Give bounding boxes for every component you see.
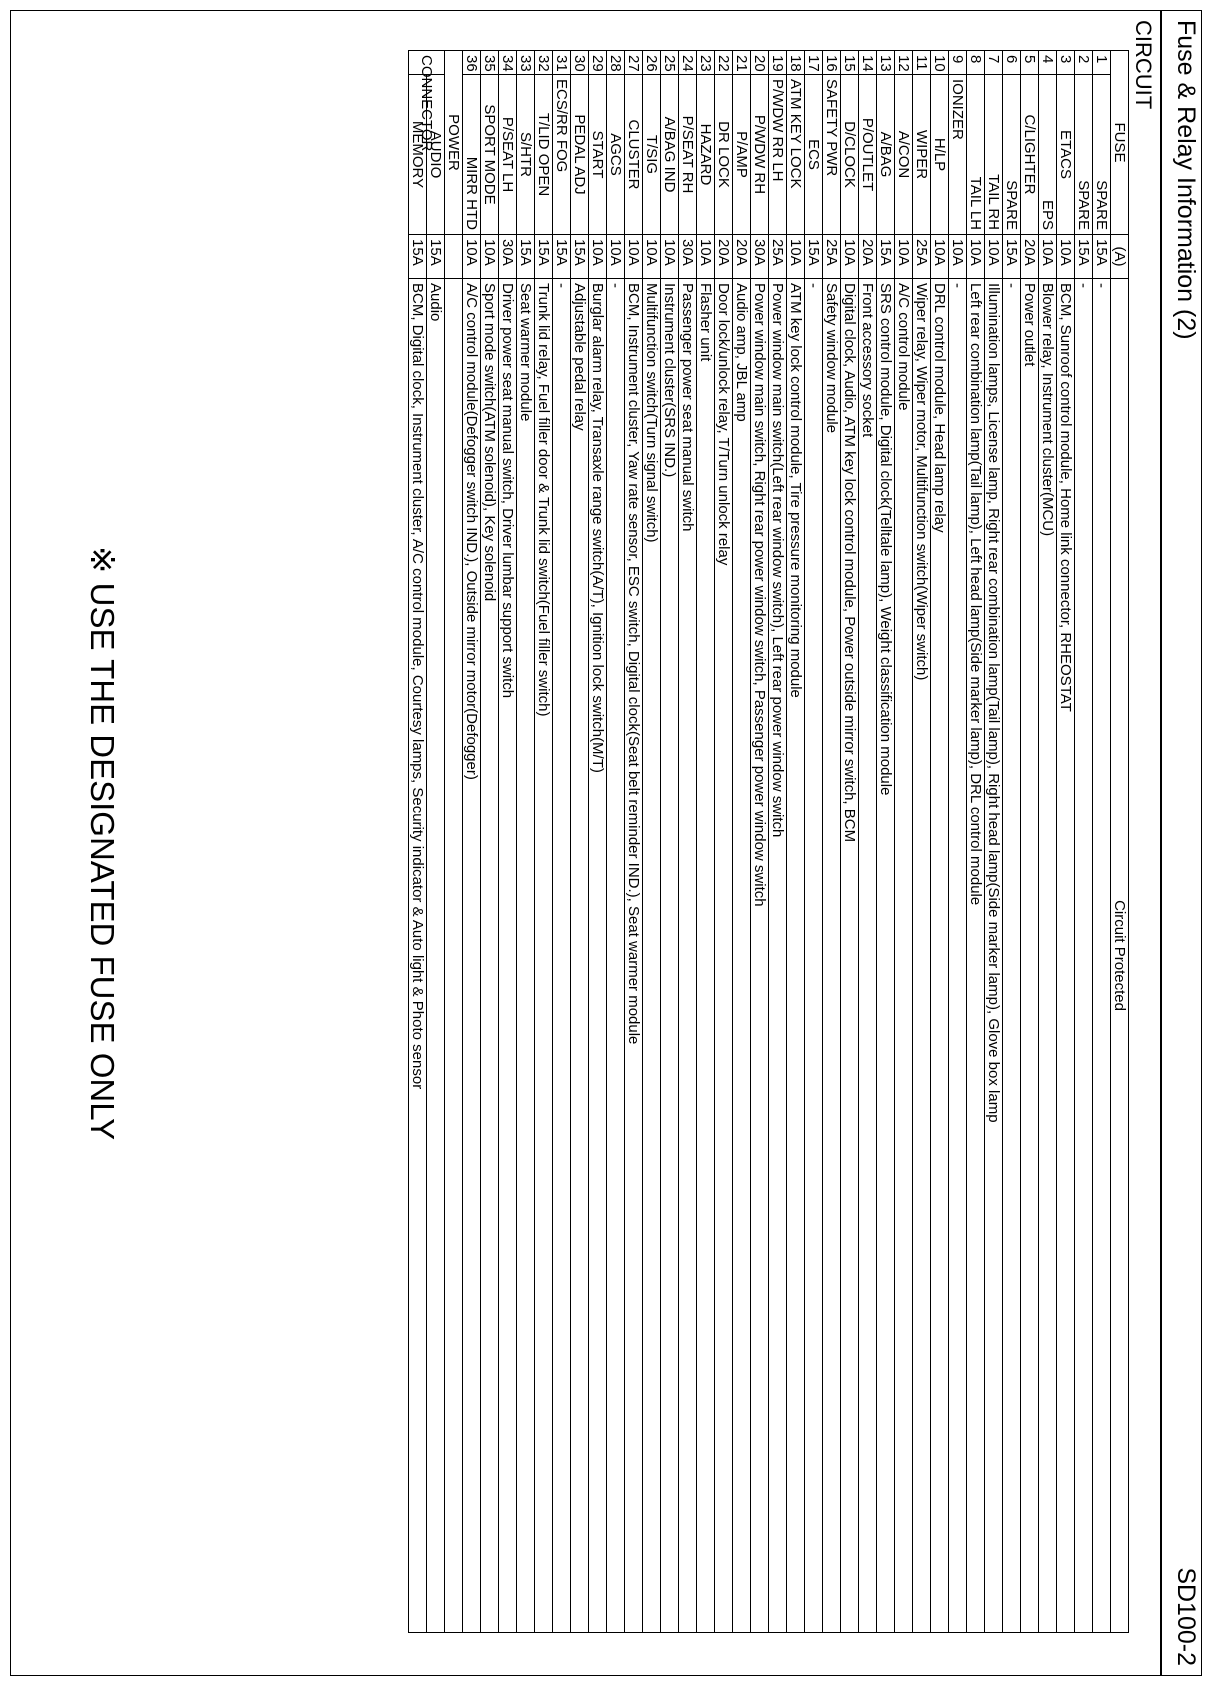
fuse-amperage: 10A [841,235,859,279]
table-row [1003,51,1021,1633]
fuse-number: 8 [967,51,985,75]
fuse-amperage: 25A [823,235,841,279]
circuit-protected: Front accessory socket [859,279,877,1633]
table-header-row [1111,51,1129,1633]
table-row [625,51,643,1633]
circuit-protected: Trunk lid relay, Fuel filler door & Trunk lid switch(Fuel filler switch) [535,279,553,1633]
document-code: SD100-2 [1172,1567,1200,1666]
audio-name: AUDIO [427,75,445,235]
fuse-number: 9 [949,51,967,75]
fuse-number: 7 [985,51,1003,75]
fuse-number: 29 [589,51,607,75]
fuse-amperage: 20A [1021,235,1039,279]
fuse-number: 6 [1003,51,1021,75]
fuse-amperage: 25A [769,235,787,279]
fuse-name: P/SEAT RH [679,75,697,235]
circuit-protected: Power window main switch, Right rear power window switch, Passenger power window switch [751,279,769,1633]
fuse-number: 25 [661,51,679,75]
fuse-name: P/WDW RR LH [769,75,787,235]
fuse-number: 10 [931,51,949,75]
circuit-protected: Instrument cluster(SRS IND.) [661,279,679,1633]
table-row [445,51,463,1633]
fuse-number: 16 [823,51,841,75]
circuit-protected: Wiper relay, Wiper motor, Multifunction switch(Wiper switch) [913,279,931,1633]
circuit-protected: Driver power seat manual switch, Driver lumbar support switch [499,279,517,1633]
fuse-name: MIRR HTD [463,75,481,235]
fuse-name: T/SIG [643,75,661,235]
fuse-amperage: 20A [859,235,877,279]
table-row [859,51,877,1633]
circuit-protected: BCM, Sunroof control module, Home link connector, RHEOSTAT [1057,279,1075,1633]
fuse-name: SPARE [1093,75,1111,235]
circuit-protected: - [1075,279,1093,1633]
fuse-name: A/BAG IND [661,75,679,235]
fuse-number: 13 [877,51,895,75]
fuse-amperage: 30A [499,235,517,279]
fuse-amperage: 15A [571,235,589,279]
connector-label: CONNECTOR [409,51,445,75]
table-row [715,51,733,1633]
fuse-name: START [589,75,607,235]
fuse-number: 28 [607,51,625,75]
fuse-name: S/HTR [517,75,535,235]
fuse-number: 3 [1057,51,1075,75]
fuse-amperage: 15A [805,235,823,279]
table-row [1021,51,1039,1633]
table-row [409,51,427,1633]
fuse-name: IONIZER [949,75,967,235]
table-row [571,51,589,1633]
amps-header: (A) [1111,235,1129,279]
fuse-name: D/CLOCK [841,75,859,235]
table-row [913,51,931,1633]
table-row [787,51,805,1633]
fuse-amperage: 10A [1057,235,1075,279]
circuit-protected: Safety window module [823,279,841,1633]
table-row [949,51,967,1633]
circuit-protected: - [553,279,571,1633]
section-title: CIRCUIT [1131,20,1156,110]
table-row [1093,51,1111,1633]
fuse-amperage: 20A [715,235,733,279]
fuse-number: 36 [463,51,481,75]
circuit-protected: - [607,279,625,1633]
power-connector-section [409,51,463,1633]
fuse-name: A/CON [895,75,913,235]
fuse-name: TAIL RH [985,75,1003,235]
fuse-amperage: 20A [733,235,751,279]
table-row [1039,51,1057,1633]
fuse-number: 26 [643,51,661,75]
fuse-amperage: 10A [931,235,949,279]
circuit-protected: Digital clock, Audio, ATM key lock control module, Power outside mirror switch, BCM [841,279,859,1633]
circuit-protected: BCM, Instrument cluster, Yaw rate sensor, ESC switch, Digital clock(Seat belt reminder IND.), Seat warmer module [625,279,643,1633]
fuse-number: 31 [553,51,571,75]
fuse-number: 1 [1093,51,1111,75]
fuse-number: 24 [679,51,697,75]
fuse-amperage: 10A [949,235,967,279]
table-row [427,51,445,1633]
fuse-amperage: 30A [751,235,769,279]
fuse-number: 34 [499,51,517,75]
fuse-name: SPARE [1075,75,1093,235]
fuse-amperage: 25A [913,235,931,279]
fuse-number: 12 [895,51,913,75]
fuse-amperage: 15A [1003,235,1021,279]
fuse-amperage: 10A [985,235,1003,279]
fuse-number: 35 [481,51,499,75]
table-row [841,51,859,1633]
circuit-protected: A/C control module [895,279,913,1633]
circuit-protected: Passenger power seat manual switch [679,279,697,1633]
fuse-amperage: 15A [877,235,895,279]
circuit-protected: Left rear combination lamp(Tail lamp), Left head lamp(Side marker lamp), DRL control module [967,279,985,1633]
fuse-number: 30 [571,51,589,75]
circuit-protected: SRS control module, Digital clock(Telltale lamp), Weight classification module [877,279,895,1633]
fuse-name: ATM KEY LOCK [787,75,805,235]
table-row [535,51,553,1633]
power-label: POWER [445,51,463,235]
table-row [661,51,679,1633]
fuse-name: TAIL LH [967,75,985,235]
memory-amps: 15A [409,235,427,279]
fuse-name: ECS [805,75,823,235]
fuse-name: P/SEAT LH [499,75,517,235]
fuse-number: 23 [697,51,715,75]
fuse-table-body [463,51,1111,1633]
fuse-name: T/LID OPEN [535,75,553,235]
fuse-name: WIPER [913,75,931,235]
designated-fuse-note: ※ USE THE DESIGNATED FUSE ONLY [84,545,121,1141]
fuse-name: C/LIGHTER [1021,75,1039,235]
fuse-name: H/LP [931,75,949,235]
circuit-protected: DRL control module, Head lamp relay [931,279,949,1633]
table-row [589,51,607,1633]
audio-circuit: Audio [427,279,445,1633]
fuse-number: 20 [751,51,769,75]
fuse-number: 15 [841,51,859,75]
memory-circuit: BCM, Digital clock, Instrument cluster, A/C control module, Courtesy lamps, Security indicator & Auto light & Photo sensor [409,279,427,1633]
fuse-amperage: 10A [697,235,715,279]
fuse-amperage: 10A [589,235,607,279]
table-row [967,51,985,1633]
circuit-protected: - [1003,279,1021,1633]
fuse-name: ECS/RR FOG [553,75,571,235]
circuit-protected: - [805,279,823,1633]
fuse-number: 19 [769,51,787,75]
fuse-number: 17 [805,51,823,75]
fuse-name: AGCS [607,75,625,235]
fuse-name: SAFETY PWR [823,75,841,235]
fuse-amperage: 10A [787,235,805,279]
fuse-amperage: 15A [553,235,571,279]
circuit-protected: Seat warmer module [517,279,535,1633]
fuse-amperage: 10A [895,235,913,279]
circuit-protected: Burglar alarm relay, Transaxle range switch(A/T), Ignition lock switch(M/T) [589,279,607,1633]
table-row [931,51,949,1633]
fuse-number: 32 [535,51,553,75]
fuse-amperage: 10A [967,235,985,279]
table-row [607,51,625,1633]
table-row [895,51,913,1633]
table-row [463,51,481,1633]
circuit-protected: Door lock/unlock relay, T/Turn unlock relay [715,279,733,1633]
fuse-amperage: 10A [607,235,625,279]
circuit-protected: Flasher unit [697,279,715,1633]
circuit-protected: Blower relay, Instrument cluster(MCU) [1039,279,1057,1633]
fuse-table [408,50,1129,1633]
audio-amps: 15A [427,235,445,279]
fuse-name: P/AMP [733,75,751,235]
circuit-header: Circuit Protected [1111,279,1129,1633]
fuse-number: 18 [787,51,805,75]
table-row [1075,51,1093,1633]
fuse-name: P/WDW RH [751,75,769,235]
table-row [877,51,895,1633]
fuse-amperage: 10A [643,235,661,279]
fuse-name: DR LOCK [715,75,733,235]
fuse-number: 14 [859,51,877,75]
header-divider [1160,10,1162,1676]
fuse-name: SPARE [1003,75,1021,235]
circuit-protected: Illumination lamps, License lamp, Right rear combination lamp(Tail lamp), Right head lamp(Side marker lamp), Glove box lamp [985,279,1003,1633]
fuse-amperage: 10A [1039,235,1057,279]
table-row [751,51,769,1633]
fuse-name: HAZARD [697,75,715,235]
table-row [1057,51,1075,1633]
fuse-number: 27 [625,51,643,75]
circuit-protected: Adjustable pedal relay [571,279,589,1633]
fuse-name: PEDAL ADJ [571,75,589,235]
circuit-protected: A/C control module(Defogger switch IND.), Outside mirror motor(Defogger) [463,279,481,1633]
table-row [679,51,697,1633]
table-row [643,51,661,1633]
circuit-protected: Multifunction switch(Turn signal switch) [643,279,661,1633]
fuse-amperage: 10A [481,235,499,279]
page-title: Fuse & Relay Information (2) [1172,20,1200,340]
fuse-amperage: 15A [1075,235,1093,279]
fuse-name: ETACS [1057,75,1075,235]
table-row [499,51,517,1633]
table-row [769,51,787,1633]
memory-name: MEMORY [409,75,427,235]
table-row [985,51,1003,1633]
circuit-protected: Sport mode switch(ATM solenoid), Key solenoid [481,279,499,1633]
fuse-number: 33 [517,51,535,75]
fuse-number: 21 [733,51,751,75]
table-row [733,51,751,1633]
fuse-amperage: 10A [625,235,643,279]
fuse-number: 22 [715,51,733,75]
table-row [697,51,715,1633]
fuse-amperage: 30A [679,235,697,279]
fuse-name: SPORT MODE [481,75,499,235]
circuit-protected: Power outlet [1021,279,1039,1633]
table-row [805,51,823,1633]
circuit-protected: - [1093,279,1111,1633]
circuit-protected: - [949,279,967,1633]
circuit-protected: Power window main switch(Left rear window switch), Left rear power window switch [769,279,787,1633]
fuse-number: 5 [1021,51,1039,75]
fuse-amperage: 10A [463,235,481,279]
fuse-name: A/BAG [877,75,895,235]
fuse-amperage: 15A [1093,235,1111,279]
table-row [553,51,571,1633]
fuse-name: EPS [1039,75,1057,235]
circuit-protected: Audio amp, JBL amp [733,279,751,1633]
fuse-name: P/OUTLET [859,75,877,235]
fuse-amperage: 10A [661,235,679,279]
table-row [517,51,535,1633]
fuse-amperage: 15A [535,235,553,279]
fuse-header: FUSE [1111,51,1129,235]
table-row [823,51,841,1633]
table-row [481,51,499,1633]
fuse-amperage: 15A [517,235,535,279]
fuse-number: 2 [1075,51,1093,75]
fuse-number: 11 [913,51,931,75]
fuse-name: CLUSTER [625,75,643,235]
circuit-protected: ATM key lock control module, Tire pressure monitoring module [787,279,805,1633]
fuse-number: 4 [1039,51,1057,75]
